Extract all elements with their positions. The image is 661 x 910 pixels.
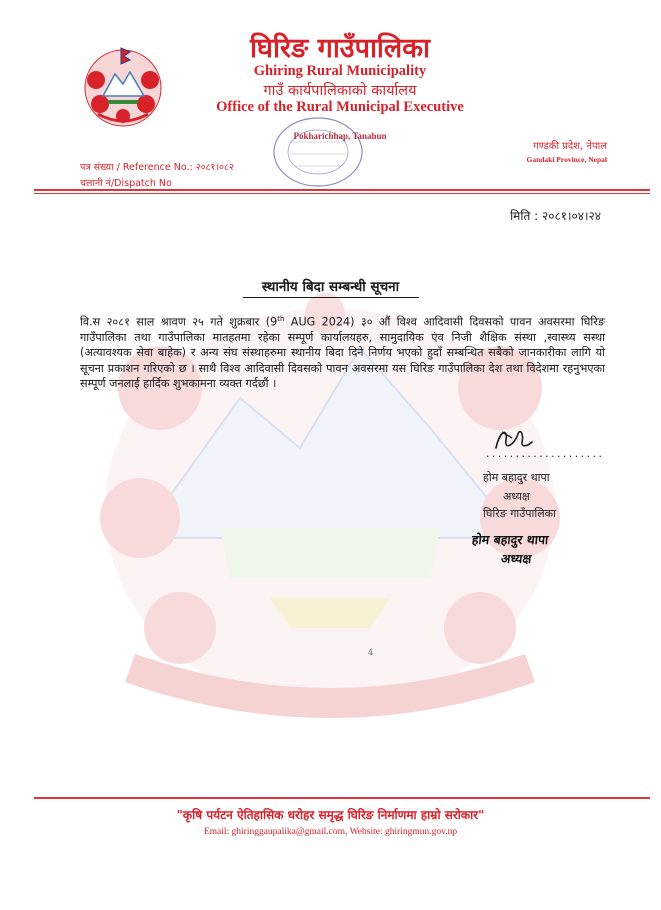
subject-underline: [243, 297, 419, 298]
signatory-org: घिरिङ गाउँपालिका: [483, 507, 556, 520]
stamp-role: अध्यक्ष: [500, 551, 533, 566]
notice-body-part1: वि.स २०८१ साल श्रावण २५ गते शुक्रबार (9: [80, 315, 278, 329]
footer-divider: [34, 797, 650, 799]
stamp-name: होम बहादुर थापा: [471, 532, 550, 547]
signatory-name: होम बहादुर थापा: [483, 471, 550, 484]
page-mark: 4: [368, 648, 374, 657]
header-divider-thin: [34, 193, 650, 194]
notice-body-part2: AUG 2024) ३० औं विश्व आदिवासी दिवसको पावन अवसरमा घिरिङ गाउँपालिका तथा गाउँपालिका मातहतमा रहेका सम्पूर्ण कार्यालयहरु, सामुदायिक एंव निजी शैक्षिक संस्था ,स्वास्थ्य सस्था (अत्यावश्यक सेवा बाहेक) र अन्य संघ संस्थाहरुमा स्थानीय बिदा दिने निर्णय भएको हुदाँ सम्बन्धित सबैको जानकारीका लागि यो सूचना प्रकाशन गरिएको छ । साथै विश्व आदिवासी दिवसको पावन अवसरमा यस घिरिङ गाउँपालिका देश तथा विदेशमा रहनुभएका सम्पूर्ण जनलाई हार्दिक शुभकामना व्यक्त गर्दछौं ।: [80, 315, 605, 390]
province-np: गण्डकी प्रदेश, नेपाल: [533, 141, 607, 152]
dispatch-number: चलानी नं/Dispatch No: [80, 178, 172, 189]
signatory-role: अध्यक्ष: [503, 490, 530, 503]
notice-body: [80, 312, 605, 391]
municipality-title-en: Ghiring Rural Municipality: [253, 63, 427, 79]
signature-line: ....................: [485, 450, 604, 460]
office-title-np: गाउँ कार्यपालिकाको कार्यालय: [263, 83, 417, 99]
office-title-en: Office of the Rural Municipal Executive: [216, 99, 464, 115]
notice-body-sup: th: [277, 315, 285, 323]
footer-contact: Email: ghiringgaupalika@gmail.com, Website: ghiringmun.gov.np: [203, 827, 458, 837]
letter-date: मिति : २०८१।०४।२४: [510, 209, 601, 223]
municipality-title-np: घिरिङ गाउँपालिका: [250, 33, 430, 64]
notice-subject: स्थानीय बिदा सम्बन्धी सूचना: [261, 279, 400, 295]
reference-number: पत्र संख्या / Reference No.: २०८१।०८२: [80, 162, 234, 173]
footer-slogan: "कृषि पर्यटन ऐतिहासिक धरोहर समृद्ध घिरिङ निर्माणमा हाम्रो सरोकार": [176, 808, 485, 822]
office-location: Pokharichhap, Tanahun: [293, 131, 387, 141]
province-en: Gandaki Province, Nepal: [526, 155, 607, 164]
office-seal-icon: [268, 112, 368, 192]
nepal-emblem-icon: [78, 44, 168, 130]
header-divider: [34, 189, 650, 191]
